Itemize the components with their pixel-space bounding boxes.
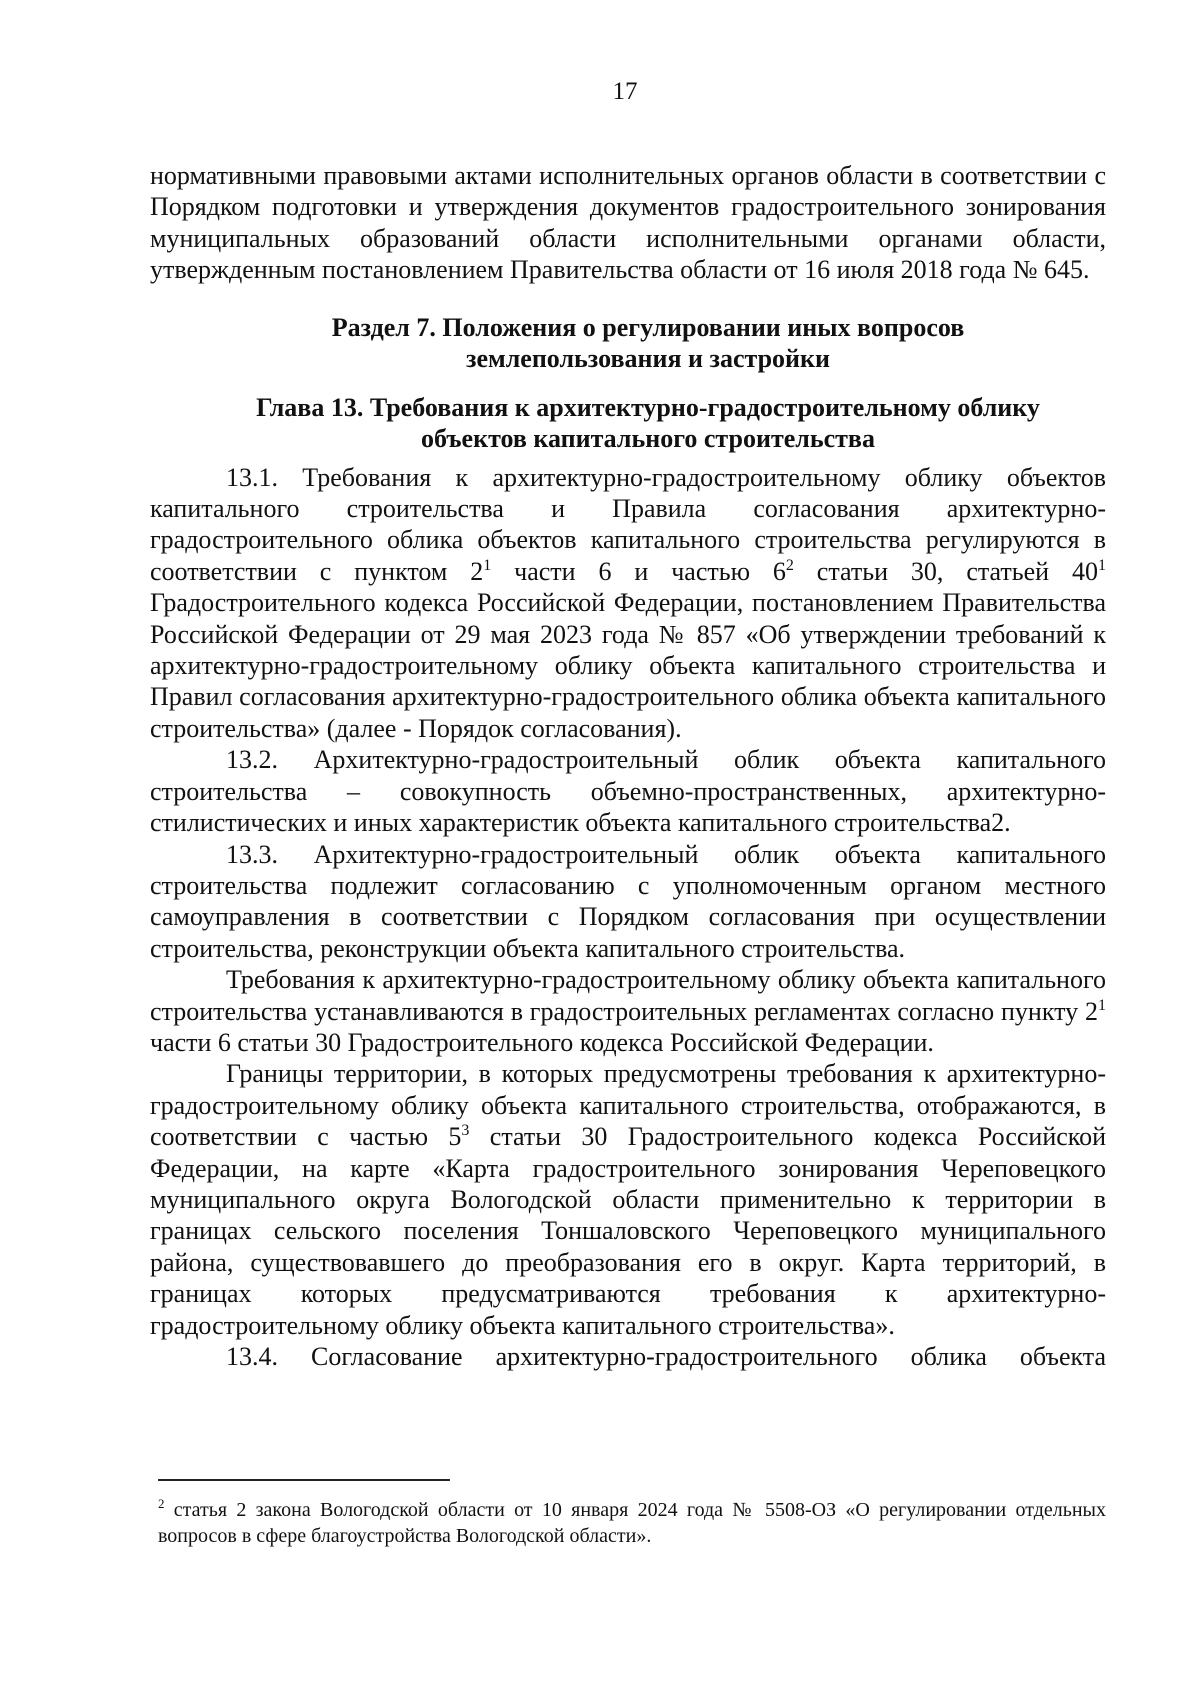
paragraph-13-3: 13.3. Архитектурно-градостроительный облик объекта капитального строительства подлежит согласованию с уполномоченным органом местного самоуправления в соответствии с Порядком согласования при осуществлении строительства, реконструкции объекта капитального строительства. — [150, 839, 1106, 963]
paragraph-13-1 — [150, 462, 1106, 745]
footnote-marker: 2 — [158, 1496, 165, 1511]
page-number: 17 — [612, 78, 638, 105]
superscript-marker: 2 — [785, 556, 794, 574]
paragraph-13-2: 13.2. Архитектурно-градостроительный облик объекта капитального строительства – совокупность объемно-пространственных, архитектурно-стилистических и иных характеристик объекта капитального строительства2. — [150, 745, 1106, 838]
paragraph-13-1-part-d: Градостроительного кодекса Российской Федерации, постановлением Правительства Российской Федерации от 29 мая 2023 года № 857 «Об утверждении требований к архитектурно-градостроительному облику объекта капитального строительства и Правил согласования архитектурно-градостроительного облика объекта капитального строительства» (далее - Порядок согласования). — [150, 588, 1106, 743]
paragraph-requirements — [150, 964, 1106, 1058]
paragraph-13-4: 13.4. Согласование архитектурно-градостроительного облика объекта — [226, 1342, 1106, 1371]
superscript-marker: 1 — [1098, 996, 1106, 1014]
paragraph-13-1-part-b: части 6 и частью 6 — [491, 556, 786, 586]
superscript-marker: 1 — [483, 556, 492, 574]
paragraph-boundaries — [150, 1058, 1106, 1341]
paragraph-requirements-part-b: части 6 статьи 30 Градостроительного кодекса Российской Федерации. — [150, 1027, 934, 1057]
paragraph-13-1-part-c: статьи 30, статьей 40 — [793, 556, 1098, 586]
paragraph-requirements-part-a: Требования к архитектурно-градостроительному облику объекта капитального строительства устанавливаются в градостроительных регламентах согласно пункту 2 — [150, 965, 1106, 1026]
footnote — [158, 1497, 1106, 1549]
section-title — [150, 312, 1106, 374]
section-title-line-1: Раздел 7. Положения о регулировании иных вопросов — [331, 312, 965, 342]
intro-paragraph: нормативными правовыми актами исполнительных органов области в соответствии с Порядком подготовки и утверждения документов градостроительного зонирования муниципальных образований области исполнительными органами области, утвержденным постановлением Правительства области от 16 июля 2018 года № 645. — [150, 161, 1106, 285]
superscript-marker: 1 — [1098, 556, 1106, 574]
chapter-title-line-2: объектов капитального строительства — [421, 423, 875, 453]
paragraph-boundaries-part-a: Границы территории, в которых предусмотрены требования к архитектурно-градостроительному облику объекта капитального строительства, отображаются, в соответствии с частью 5 — [150, 1059, 1106, 1152]
superscript-marker: 3 — [461, 1122, 470, 1140]
footnote-divider — [158, 1479, 450, 1481]
chapter-title-line-1: Глава 13. Требования к архитектурно-градостроительному облику — [256, 392, 1040, 422]
chapter-title — [150, 392, 1106, 454]
paragraph-13-1-part-a: 13.1. Требования к архитектурно-градостроительному облику объектов капитального строительства и Правила согласования архитектурно-градостроительного облика объектов капитального строительства регулируются в соответствии с пунктом 2 — [150, 462, 1106, 586]
footnote-text: статья 2 закона Вологодской области от 10 января 2024 года № 5508-ОЗ «О регулировании отдельных вопросов в сфере благоустройства Вологодской области». — [158, 1499, 1106, 1547]
document-body — [150, 160, 1106, 1372]
paragraph-boundaries-part-b: статьи 30 Градостроительного кодекса Российской Федерации, на карте «Карта градостроительного зонирования Череповецкого муниципального округа Вологодской области применительно к территории в границах сельского поселения Тоншаловского Череповецкого муниципального района, существовавшего до преобразования его в округ. Карта территорий, в границах которых предусматриваются требования к архитектурно-градостроительному облику объекта капитального строительства». — [150, 1122, 1106, 1340]
section-title-line-2: землепользования и застройки — [466, 343, 830, 373]
